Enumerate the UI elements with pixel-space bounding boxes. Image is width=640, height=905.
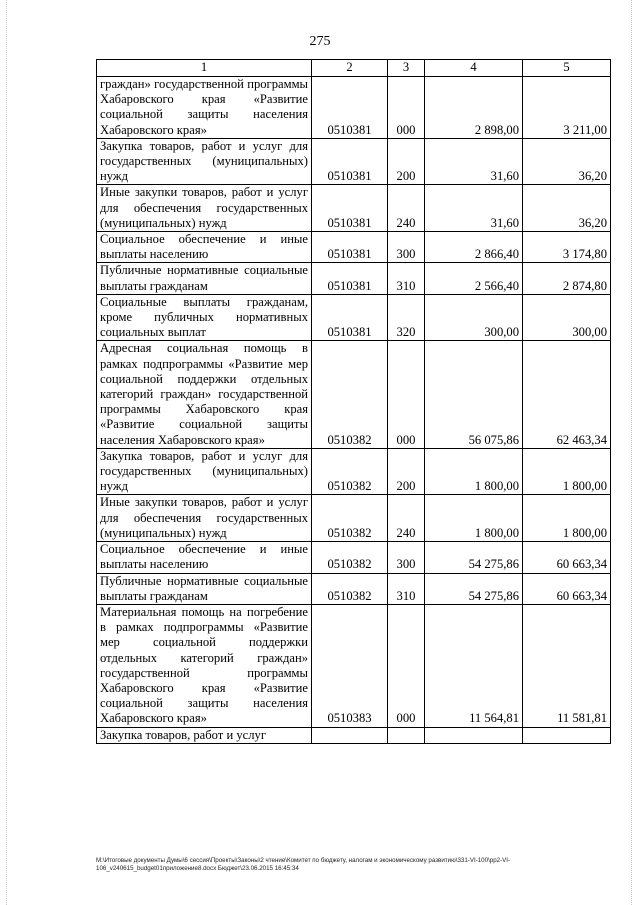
amount-col5-cell: 60 663,34 bbox=[523, 573, 611, 604]
item-name-cell: граждан» государственной программы Хабаровского края «Развитие социальной защиты населения Хабаровского края» bbox=[97, 77, 312, 139]
expense-type-cell: 320 bbox=[388, 294, 425, 341]
header-col-1: 1 bbox=[97, 60, 312, 77]
expense-type-cell: 000 bbox=[388, 604, 425, 727]
target-code-cell: 0510382 bbox=[312, 495, 388, 542]
amount-col4-cell: 31,60 bbox=[425, 185, 523, 232]
amount-col4-cell: 11 564,81 bbox=[425, 604, 523, 727]
amount-col4-cell: 2 566,40 bbox=[425, 263, 523, 294]
amount-col5-cell: 36,20 bbox=[523, 185, 611, 232]
item-name-cell: Социальное обеспечение и иные выплаты населению bbox=[97, 542, 312, 573]
scan-edge-right bbox=[629, 0, 632, 905]
amount-col5-cell: 3 211,00 bbox=[523, 77, 611, 139]
amount-col4-cell: 1 800,00 bbox=[425, 495, 523, 542]
table-row bbox=[97, 138, 611, 185]
table-row bbox=[97, 294, 611, 341]
amount-col5-cell: 36,20 bbox=[523, 138, 611, 185]
target-code-cell bbox=[312, 727, 388, 743]
amount-col5-cell: 60 663,34 bbox=[523, 542, 611, 573]
item-name-cell: Закупка товаров, работ и услуг bbox=[97, 727, 312, 743]
expense-type-cell: 200 bbox=[388, 138, 425, 185]
target-code-cell: 0510382 bbox=[312, 341, 388, 448]
amount-col4-cell bbox=[425, 727, 523, 743]
amount-col4-cell: 54 275,86 bbox=[425, 542, 523, 573]
amount-col5-cell: 62 463,34 bbox=[523, 341, 611, 448]
table-row bbox=[97, 263, 611, 294]
table-row bbox=[97, 604, 611, 727]
amount-col5-cell: 1 800,00 bbox=[523, 448, 611, 495]
item-name-cell: Адресная социальная помощь в рамках подпрограммы «Развитие мер социальной поддержки отдельных категорий граждан» государственной программы Хабаровского края «Развитие социальной защиты населения Хабаровского края» bbox=[97, 341, 312, 448]
table-row bbox=[97, 542, 611, 573]
table-row bbox=[97, 185, 611, 232]
amount-col4-cell: 31,60 bbox=[425, 138, 523, 185]
amount-col5-cell bbox=[523, 727, 611, 743]
budget-table bbox=[96, 59, 611, 744]
expense-type-cell: 240 bbox=[388, 495, 425, 542]
target-code-cell: 0510381 bbox=[312, 138, 388, 185]
expense-type-cell: 310 bbox=[388, 573, 425, 604]
target-code-cell: 0510382 bbox=[312, 448, 388, 495]
table-row bbox=[97, 727, 611, 743]
amount-col5-cell: 3 174,80 bbox=[523, 232, 611, 263]
expense-type-cell: 200 bbox=[388, 448, 425, 495]
target-code-cell: 0510382 bbox=[312, 542, 388, 573]
table-row bbox=[97, 495, 611, 542]
expense-type-cell: 300 bbox=[388, 542, 425, 573]
amount-col4-cell: 1 800,00 bbox=[425, 448, 523, 495]
amount-col5-cell: 2 874,80 bbox=[523, 263, 611, 294]
table-row bbox=[97, 448, 611, 495]
header-col-3: 3 bbox=[388, 60, 425, 77]
target-code-cell: 0510382 bbox=[312, 573, 388, 604]
expense-type-cell: 300 bbox=[388, 232, 425, 263]
amount-col4-cell: 300,00 bbox=[425, 294, 523, 341]
amount-col5-cell: 11 581,81 bbox=[523, 604, 611, 727]
header-col-5: 5 bbox=[523, 60, 611, 77]
item-name-cell: Иные закупки товаров, работ и услуг для обеспечения государственных (муниципальных) нужд bbox=[97, 495, 312, 542]
file-path-footer: M:\Итоговые документы Думы\6 сессия\Проекты\Законы\2 чтение\Комитет по бюджету, налогам и экономическому развитию\331-VI-100\рр2-VI-106_v240615_budget01приложение8.docx Бюджет\23.06.2015 16:45:34 bbox=[96, 857, 511, 872]
scan-edge-left bbox=[6, 0, 9, 905]
amount-col4-cell: 2 898,00 bbox=[425, 77, 523, 139]
expense-type-cell: 240 bbox=[388, 185, 425, 232]
expense-type-cell: 000 bbox=[388, 77, 425, 139]
target-code-cell: 0510381 bbox=[312, 263, 388, 294]
amount-col4-cell: 56 075,86 bbox=[425, 341, 523, 448]
amount-col4-cell: 2 866,40 bbox=[425, 232, 523, 263]
table-row bbox=[97, 232, 611, 263]
amount-col5-cell: 1 800,00 bbox=[523, 495, 611, 542]
target-code-cell: 0510381 bbox=[312, 232, 388, 263]
item-name-cell: Материальная помощь на погребение в рамках подпрограммы «Развитие мер социальной поддержки отдельных категорий граждан» государственной программы Хабаровского края «Развитие социальной защиты населения Хабаровского края» bbox=[97, 604, 312, 727]
item-name-cell: Закупка товаров, работ и услуг для государственных (муниципальных) нужд bbox=[97, 138, 312, 185]
target-code-cell: 0510381 bbox=[312, 77, 388, 139]
item-name-cell: Публичные нормативные социальные выплаты гражданам bbox=[97, 263, 312, 294]
item-name-cell: Публичные нормативные социальные выплаты гражданам bbox=[97, 573, 312, 604]
item-name-cell: Иные закупки товаров, работ и услуг для обеспечения государственных (муниципальных) нужд bbox=[97, 185, 312, 232]
item-name-cell: Социальное обеспечение и иные выплаты населению bbox=[97, 232, 312, 263]
table-row bbox=[97, 573, 611, 604]
amount-col4-cell: 54 275,86 bbox=[425, 573, 523, 604]
item-name-cell: Закупка товаров, работ и услуг для государственных (муниципальных) нужд bbox=[97, 448, 312, 495]
item-name-cell: Социальные выплаты гражданам, кроме публичных нормативных социальных выплат bbox=[97, 294, 312, 341]
table-row bbox=[97, 77, 611, 139]
expense-type-cell: 000 bbox=[388, 341, 425, 448]
expense-type-cell: 310 bbox=[388, 263, 425, 294]
page-number: 275 bbox=[309, 34, 331, 49]
header-col-2: 2 bbox=[312, 60, 388, 77]
expense-type-cell bbox=[388, 727, 425, 743]
amount-col5-cell: 300,00 bbox=[523, 294, 611, 341]
target-code-cell: 0510381 bbox=[312, 185, 388, 232]
target-code-cell: 0510381 bbox=[312, 294, 388, 341]
table-row bbox=[97, 341, 611, 448]
header-col-4: 4 bbox=[425, 60, 523, 77]
table-header-row bbox=[97, 60, 611, 77]
target-code-cell: 0510383 bbox=[312, 604, 388, 727]
